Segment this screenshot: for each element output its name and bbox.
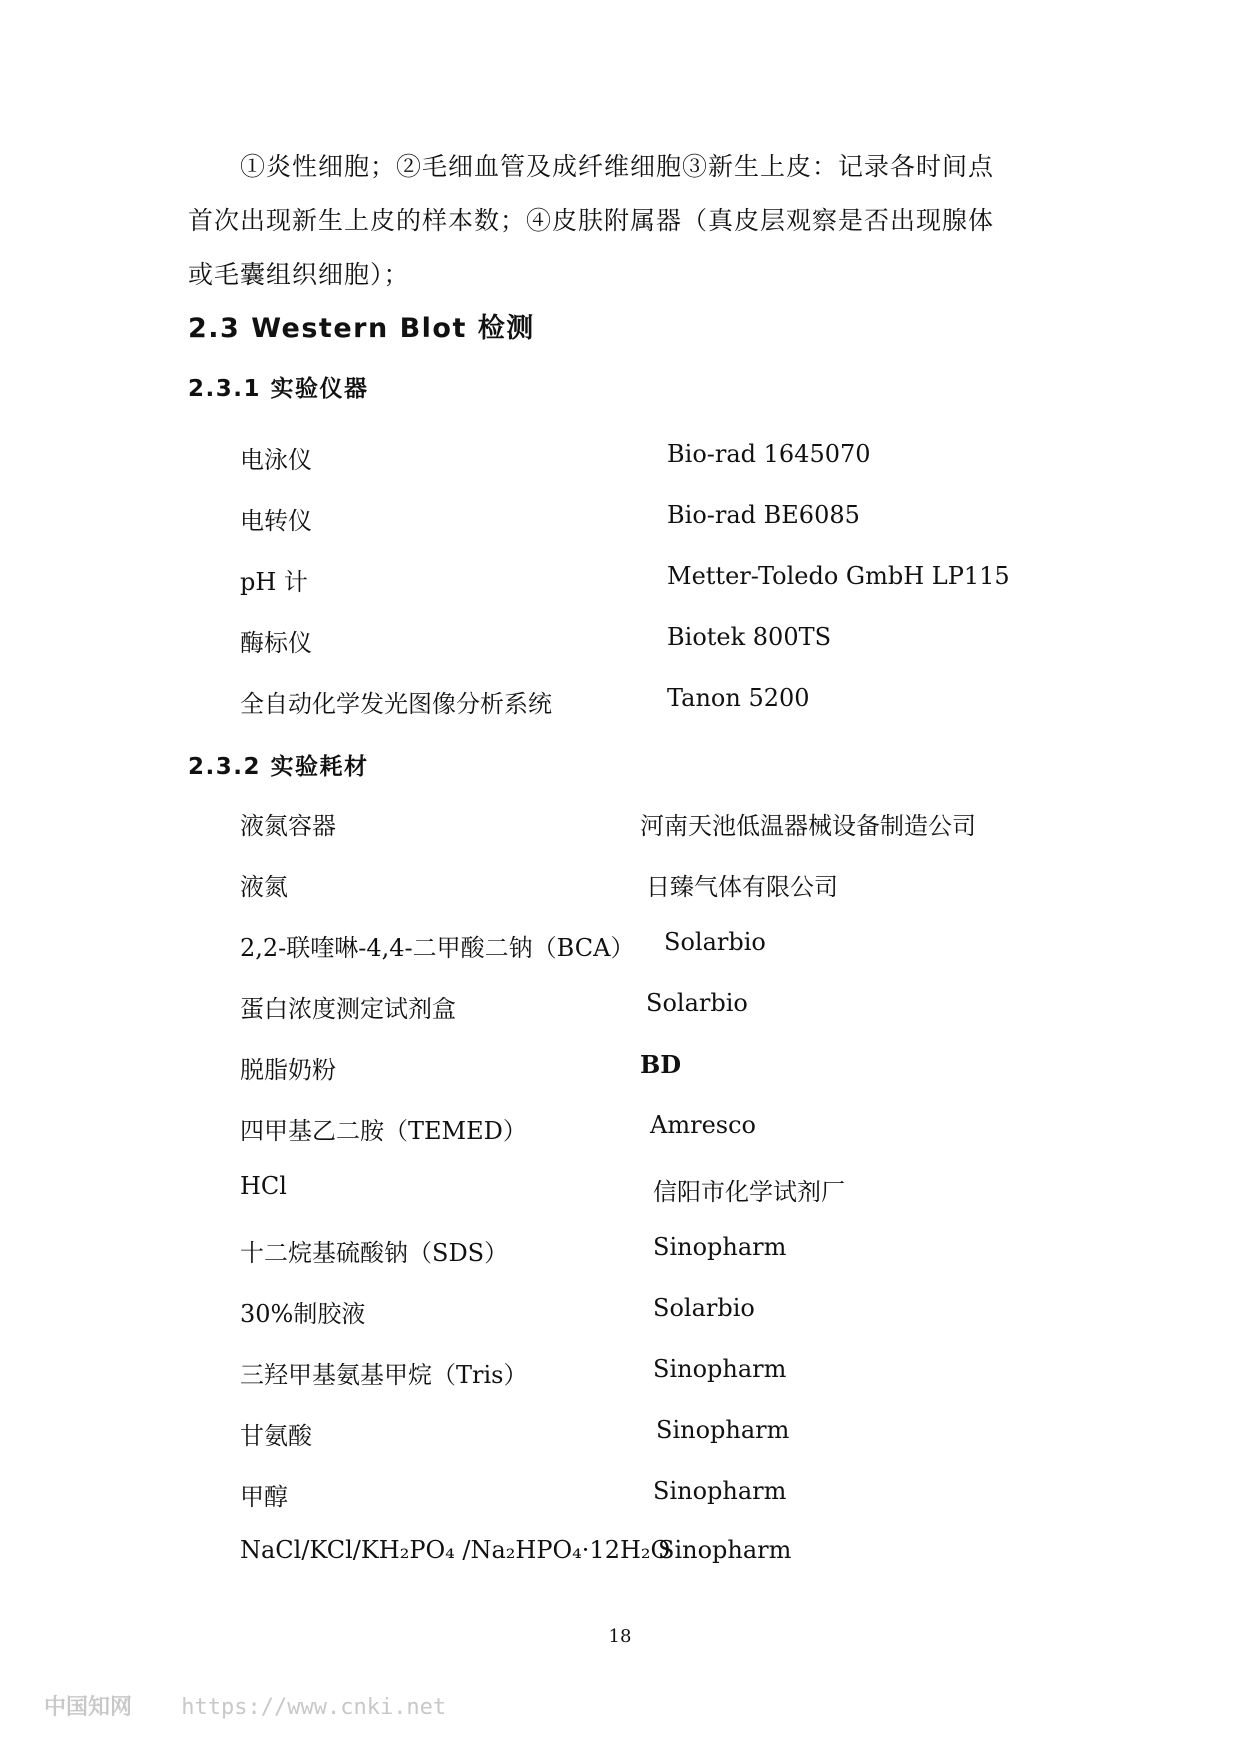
consumable-value: Amresco	[650, 1111, 756, 1139]
consumable-value: Solarbio	[646, 989, 748, 1017]
consumable-value: Solarbio	[664, 928, 766, 956]
consumable-value: 日臻气体有限公司	[646, 873, 838, 901]
instrument-name: 电转仪	[240, 507, 312, 535]
consumable-name: 液氮容器	[240, 812, 336, 840]
instrument-value: Bio-rad BE6085	[667, 501, 860, 529]
consumable-name: 甘氨酸	[240, 1422, 312, 1450]
instrument-row	[0, 562, 1240, 602]
consumable-row	[0, 1477, 1240, 1517]
consumable-name: 蛋白浓度测定试剂盒	[240, 995, 456, 1023]
consumable-name: 十二烷基硫酸钠（SDS）	[240, 1239, 509, 1267]
instrument-row	[0, 440, 1240, 480]
consumable-value: Sinopharm	[658, 1536, 792, 1564]
consumable-value: Solarbio	[653, 1294, 755, 1322]
consumable-value: Sinopharm	[656, 1416, 790, 1444]
section-title: 2.3 Western Blot 检测	[188, 313, 535, 344]
consumable-row	[0, 806, 1240, 846]
intro-paragraph	[188, 140, 1028, 302]
cnki-watermark	[44, 1690, 446, 1721]
instruments-heading: 2.3.1 实验仪器	[188, 376, 369, 402]
consumables-heading: 2.3.2 实验耗材	[188, 754, 369, 780]
consumable-name: 2,2-联喹啉-4,4-二甲酸二钠（BCA）	[240, 934, 635, 962]
instrument-row	[0, 684, 1240, 724]
consumable-value: Sinopharm	[653, 1477, 787, 1505]
consumable-row	[0, 1416, 1240, 1456]
instrument-name: 全自动化学发光图像分析系统	[240, 690, 552, 718]
consumable-name: 三羟甲基氨基甲烷（Tris）	[240, 1361, 528, 1389]
consumable-name: 四甲基乙二胺（TEMED）	[240, 1117, 527, 1145]
consumable-row	[0, 1233, 1240, 1273]
consumable-name: HCl	[240, 1172, 287, 1200]
instrument-value: Metter-Toledo GmbH LP115	[667, 562, 1010, 590]
consumable-row	[0, 1050, 1240, 1090]
intro-line-1: ①炎性细胞；②毛细血管及成纤维细胞③新生上皮：记录各时间点	[240, 152, 995, 181]
watermark-url: https://www.cnki.net	[181, 1695, 447, 1720]
instrument-name: pH 计	[240, 568, 308, 596]
instrument-name: 电泳仪	[240, 446, 312, 474]
consumable-value: 河南天池低温器械设备制造公司	[640, 812, 976, 840]
consumable-name: NaCl/KCl/KH₂PO₄ /Na₂HPO₄·12H₂O	[240, 1536, 671, 1564]
instrument-row	[0, 623, 1240, 663]
intro-line-3: 或毛囊组织细胞）；	[188, 260, 410, 289]
consumable-row	[0, 1294, 1240, 1334]
instrument-value: Biotek 800TS	[667, 623, 832, 651]
instrument-row	[0, 501, 1240, 541]
consumable-value: Sinopharm	[653, 1355, 787, 1383]
consumable-name: 甲醇	[240, 1483, 288, 1511]
consumable-name: 脱脂奶粉	[240, 1056, 336, 1084]
consumable-value: 信阳市化学试剂厂	[653, 1178, 845, 1206]
consumable-name: 30%制胶液	[240, 1300, 366, 1328]
instrument-value: Bio-rad 1645070	[667, 440, 871, 468]
consumable-value: Sinopharm	[653, 1233, 787, 1261]
consumable-row	[0, 1172, 1240, 1212]
intro-line-2: 首次出现新生上皮的样本数；④皮肤附属器（真皮层观察是否出现腺体	[188, 206, 995, 235]
page-number: 18	[608, 1626, 632, 1647]
instrument-name: 酶标仪	[240, 629, 312, 657]
consumable-row	[0, 1355, 1240, 1395]
consumable-row	[0, 1111, 1240, 1151]
consumable-row	[0, 989, 1240, 1029]
watermark-brand: 中国知网	[44, 1695, 133, 1720]
consumable-row	[0, 928, 1240, 968]
consumable-name: 液氮	[240, 873, 288, 901]
instrument-value: Tanon 5200	[667, 684, 810, 712]
consumable-value: BD	[640, 1050, 682, 1079]
consumable-row	[0, 1536, 1240, 1576]
consumable-row	[0, 867, 1240, 907]
